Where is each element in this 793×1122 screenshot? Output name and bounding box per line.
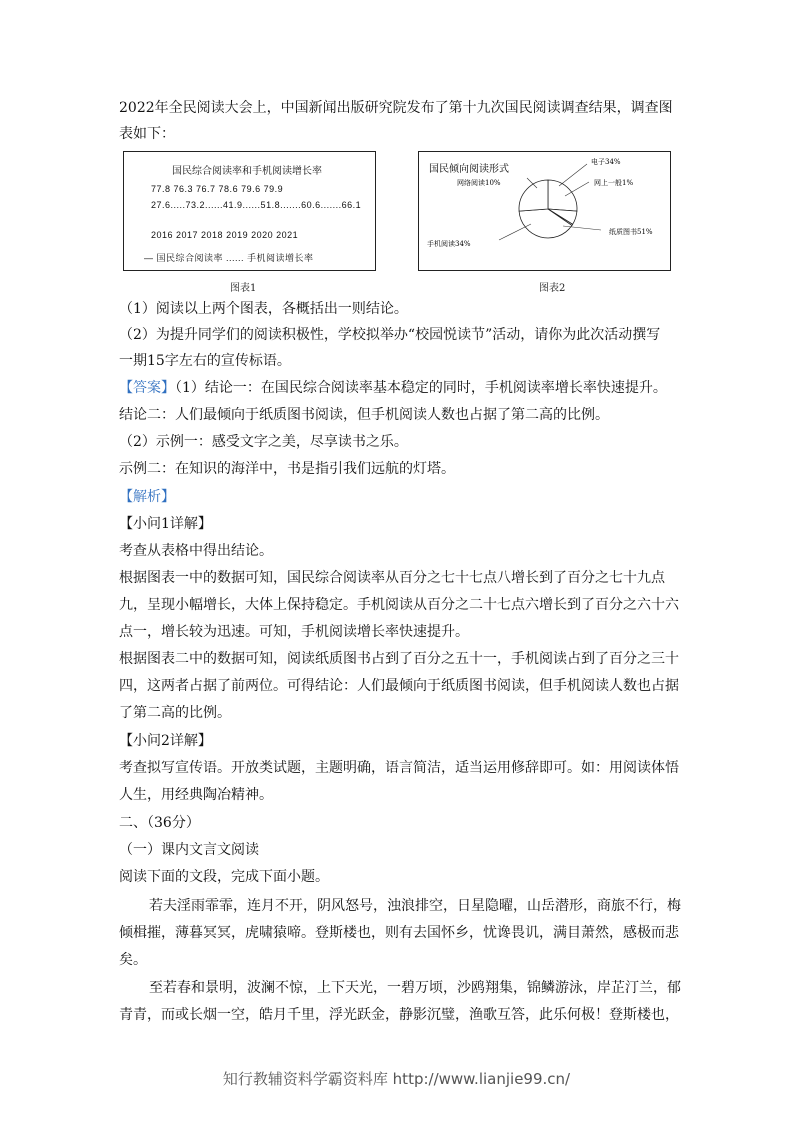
analysis-line: 考查拟写宣传语。开放类试题，主题明确，语言简洁，适当运用修辞即可。如：用阅读体悟 [119, 760, 679, 776]
analysis-line: 了第二高的比例。 [119, 705, 231, 721]
figure-1-phone-row: 27.6.....73.2......41.9......51.8.......60.6.......66.1 [151, 200, 362, 210]
figure-1-caption: 图表1 [230, 283, 257, 294]
section-heading: 二、（36分） [119, 815, 200, 831]
analysis-line: 根据图表二中的数据可知，阅读纸质图书占到了百分之五十一，手机阅读占到了百分之三十 [119, 651, 679, 667]
analysis-line: 人生，用经典陶冶精神。 [119, 787, 273, 803]
figure-1-title: 国民综合阅读率和手机阅读增长率 [172, 166, 322, 177]
intro-line-1: 2022年全民阅读大会上，中国新闻出版研究院发布了第十九次国民阅读调查结果，调查图 [119, 100, 673, 116]
pie-chart [419, 152, 670, 270]
answer-line-3: （2）示例一：感受文字之美，尽享读书之乐。 [119, 434, 408, 450]
instruction: 阅读下面的文段，完成下面小题。 [119, 869, 329, 885]
question-1: （1）阅读以上两个图表，各概括出一则结论。 [119, 301, 408, 317]
pie-label-paper: 纸质图书51% [609, 228, 653, 236]
intro-line-2: 表如下： [119, 126, 175, 142]
figure-1-overall-row: 77.8 76.3 76.7 78.6 79.6 79.9 [151, 184, 284, 194]
figure-2 [418, 151, 671, 271]
analysis-line: 九，呈现小幅增长，大体上保持稳定。手机阅读从百分之二十七点六增长到了百分之六十六 [119, 597, 679, 613]
figure-1-legend: — 国民综合阅读率 ...... 手机阅读增长率 [144, 253, 314, 263]
figure-1-years-row: 2016 2017 2018 2019 2020 2021 [151, 230, 299, 240]
pie-label-web: 网络阅读10% [457, 179, 501, 187]
passage-line: 至若春和景明，波澜不惊，上下天光，一碧万顷，沙鸥翔集，锦鳞游泳，岸芷汀兰，郁 [149, 980, 681, 996]
passage-line: 倾楫摧，薄暮冥冥，虎啸猿啼。登斯楼也，则有去国怀乡，忧谗畏讥，满目萧然，感极而悲 [119, 925, 679, 941]
analysis-label: 【解析】 [119, 489, 175, 505]
passage-line: 矣。 [119, 952, 147, 968]
pie-label-phone: 手机阅读34% [427, 240, 471, 248]
figure-2-title: 国民倾向阅读形式 [429, 164, 509, 175]
passage-line: 青青，而或长烟一空，皓月千里，浮光跃金，静影沉璧，渔歌互答，此乐何极！登斯楼也， [119, 1007, 679, 1023]
analysis-line: 根据图表一中的数据可知，国民综合阅读率从百分之七十七点八增长到了百分之七十九点 [119, 570, 665, 586]
passage-line: 若夫淫雨霏霏，连月不开，阴风怒号，浊浪排空，日星隐曜，山岳潜形，商旅不行，梅 [149, 898, 681, 914]
footer-watermark: 知行教辅资料学霸资料库 http://www.lianjie99.cn/ [222, 1070, 571, 1088]
subsection-heading: （一）课内文言文阅读 [119, 842, 259, 858]
pie-label-ebook: 电子34% [591, 158, 621, 166]
question-2-cont: 一期15字左右的宣传标语。 [119, 353, 291, 369]
pie-slice-电子 [548, 180, 577, 211]
analysis-line: 四，这两者占据了前两位。可得结论：人们最倾向于纸质图书阅读，但手机阅读人数也占据 [119, 678, 679, 694]
analysis-line: 【小问1详解】 [119, 516, 212, 532]
question-2: （2）为提升同学们的阅读积极性，学校拟举办“校园悦读节”活动，请你为此次活动撰写 [119, 327, 661, 343]
pie-label-online: 网上一般1% [594, 179, 634, 187]
figure-2-caption: 图表2 [539, 283, 566, 294]
analysis-line: 考查从表格中得出结论。 [119, 543, 273, 559]
analysis-line: 【小问2详解】 [119, 733, 212, 749]
figure-1 [123, 151, 376, 271]
answer-line-4: 示例二：在知识的海洋中，书是指引我们远航的灯塔。 [119, 461, 455, 477]
answer-line-2: 结论二：人们最倾向于纸质图书阅读，但手机阅读人数也占据了第二高的比例。 [119, 407, 609, 423]
leader-line [499, 224, 531, 240]
analysis-line: 点一，增长较为迅速。可知，手机阅读增长率快速提升。 [119, 624, 469, 640]
answer-line-1: 【答案】（1）结论一：在国民综合阅读率基本稳定的同时，手机阅读率增长率快速提升。 [119, 380, 667, 396]
answer-label: 【答案】 [119, 380, 175, 396]
leader-line [559, 164, 587, 186]
